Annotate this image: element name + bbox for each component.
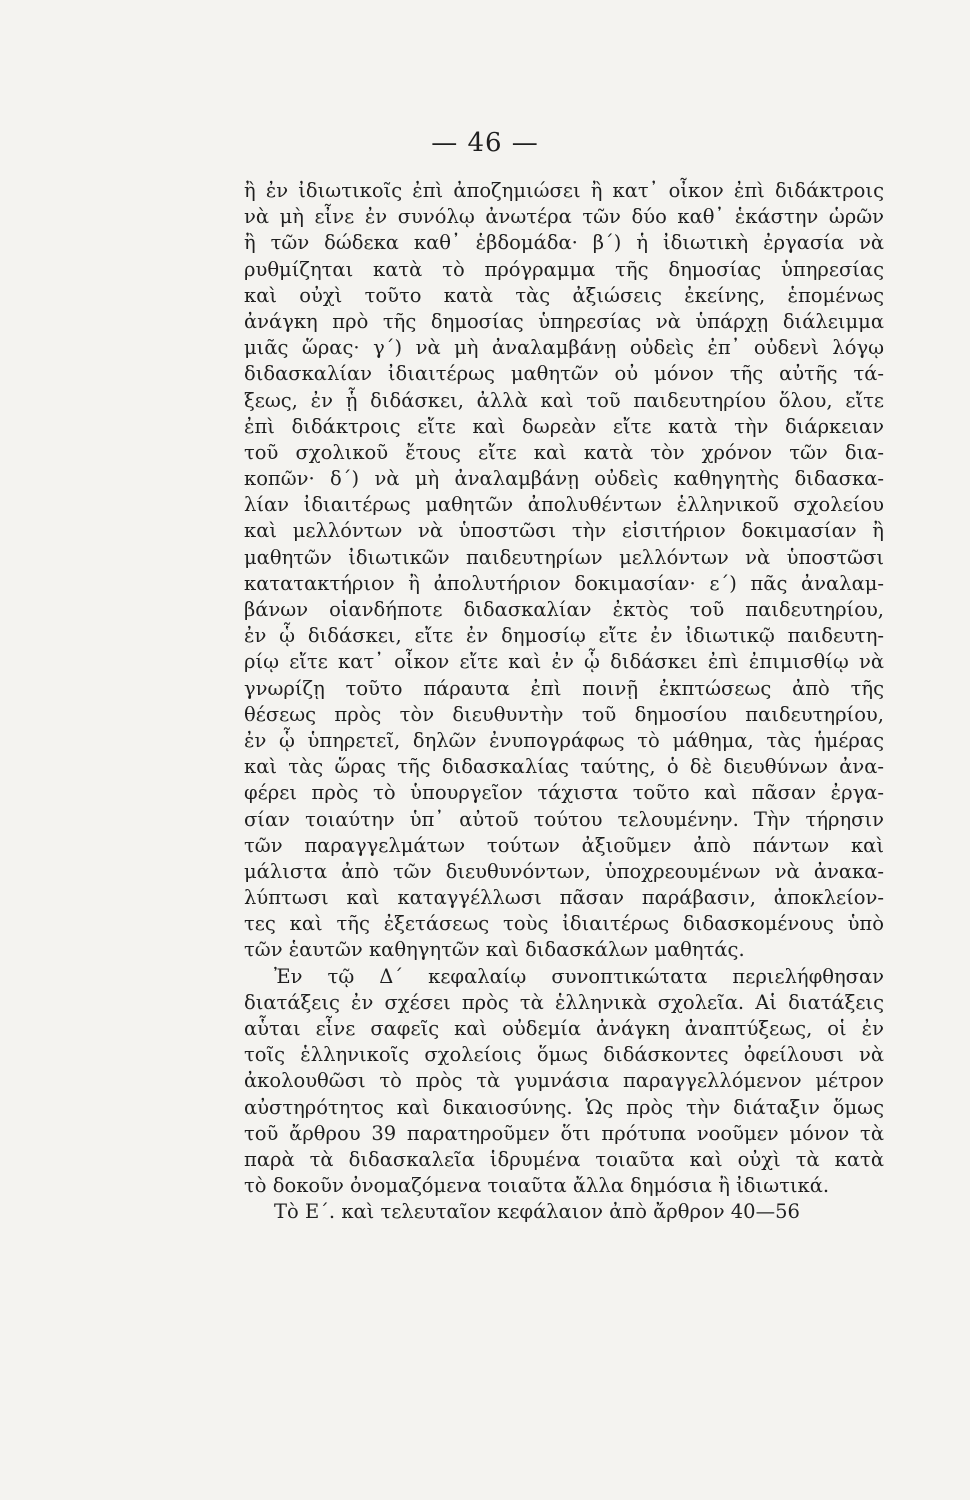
text-line: Ἐν τῷ Δ΄ κεφαλαίῳ συνοπτικώτατα περιελήφθησαν [274,964,884,988]
text-line: τοῦ σχολικοῦ ἔτους εἴτε καὶ κατὰ τὸν χρόνον τῶν δια- [244,440,884,464]
text-line: Τὸ Ε΄. καὶ τελευταῖον κεφάλαιον ἀπὸ ἄρθρον 40—56 [274,1200,800,1224]
text-line: τὸ δοκοῦν ὀνομαζόμενα τοιαῦτα ἄλλα δημόσια ἢ ἰδιωτικά. [244,1174,830,1198]
text-line: κατατακτήριον ἢ ἀπολυτήριον δοκιμασίαν· ε΄) πᾶς ἀναλαμ- [244,571,884,595]
text-line: παρὰ τὰ διδασκαλεῖα ἱδρυμένα τοιαῦτα καὶ οὐχὶ τὰ κατὰ [244,1147,884,1171]
text-line: βάνων οἱανδήποτε διδασκαλίαν ἐκτὸς τοῦ παιδευτηρίου, [244,598,884,621]
text-line: ἢ τῶν δώδεκα καθ᾽ ἑβδομάδα· β΄) ἡ ἰδιωτικὴ ἐργασία νὰ [244,231,884,255]
text-line: καὶ οὐχὶ τοῦτο κατὰ τὰς ἀξιώσεις ἐκείνης, ἑπομένως [244,283,884,307]
text-line: ἀκολουθῶσι τὸ πρὸς τὰ γυμνάσια παραγγελλόμενον μέτρον [244,1069,884,1093]
text-line: ρυθμίζηται κατὰ τὸ πρόγραμμα τῆς δημοσίας ὑπηρεσίας [244,257,884,281]
text-line: θέσεως πρὸς τὸν διευθυντὴν τοῦ δημοσίου παιδευτηρίου, [244,702,884,726]
text-line: ρίῳ εἴτε κατ᾽ οἶκον εἴτε καὶ ἐν ᾧ διδάσκει ἐπὶ ἐπιμισθίῳ νὰ [244,650,884,674]
text-line: τῶν παραγγελμάτων τούτων ἀξιοῦμεν ἀπὸ πάντων καὶ [244,833,884,857]
text-line: τοῖς ἑλληνικοῖς σχολείοις ὅμως διδάσκοντες ὀφείλουσι νὰ [244,1043,884,1067]
text-line: ἐν ᾧ ὑπηρετεῖ, δηλῶν ἐνυπογράφως τὸ μάθημα, τὰς ἡμέρας [244,728,884,752]
text-line: ἀνάγκη πρὸ τῆς δημοσίας ὑπηρεσίας νὰ ὑπάρχῃ διάλειμμα [244,309,884,333]
text-line: αὗται εἶνε σαφεῖς καὶ οὐδεμία ἀνάγκη ἀναπτύξεως, οἱ ἐν [244,1017,884,1040]
text-line: διατάξεις ἐν σχέσει πρὸς τὰ ἑλληνικὰ σχολεῖα. Αἱ διατάξεις [244,990,884,1014]
text-line: νὰ μὴ εἶνε ἐν συνόλῳ ἀνωτέρα τῶν δύο καθ᾽ ἑκάστην ὡρῶν [244,205,884,229]
text-line: μιᾶς ὥρας· γ΄) νὰ μὴ ἀναλαμβάνῃ οὐδεὶς ἐπ᾽ οὐδενὶ λόγῳ [244,336,884,360]
text-line: σίαν τοιαύτην ὑπ᾽ αὐτοῦ τούτου τελουμένην. Τὴν τήρησιν [244,807,884,831]
body-text [244,178,884,1226]
text-line: λίαν ἰδιαιτέρως μαθητῶν ἀπολυθέντων ἑλληνικοῦ σχολείου [244,493,884,517]
text-line: ἐν ᾧ διδάσκει, εἴτε ἐν δημοσίῳ εἴτε ἐν ἰδιωτικῷ παιδευτη- [244,624,884,648]
text-line: καὶ μελλόντων νὰ ὑποστῶσι τὴν εἰσιτήριον δοκιμασίαν ἢ [244,519,884,543]
text-line: διδασκαλίαν ἰδιαιτέρως μαθητῶν οὐ μόνον τῆς αὐτῆς τά- [244,362,884,386]
text-line: γνωρίζῃ τοῦτο πάραυτα ἐπὶ ποινῇ ἐκπτώσεως ἀπὸ τῆς [244,676,884,700]
text-line: φέρει πρὸς τὸ ὑπουργεῖον τάχιστα τοῦτο καὶ πᾶσαν ἐργα- [244,781,884,805]
text-line: ἢ ἐν ἰδιωτικοῖς ἐπὶ ἀποζημιώσει ἢ κατ᾽ οἶκον ἐπὶ διδάκτροις [244,179,884,202]
text-line: μαθητῶν ἰδιωτικῶν παιδευτηρίων μελλόντων νὰ ὑποστῶσι [244,545,884,569]
text-line: μάλιστα ἀπὸ τῶν διευθυνόντων, ὑποχρεουμένων νὰ ἀνακα- [244,859,884,883]
text-line: τῶν ἑαυτῶν καθηγητῶν καὶ διδασκάλων μαθητάς. [244,938,745,962]
text-line: λύπτωσι καὶ καταγγέλλωσι πᾶσαν παράβασιν, ἀποκλείον- [244,886,884,910]
text-line: τοῦ ἄρθρου 39 παρατηροῦμεν ὅτι πρότυπα νοοῦμεν μόνον τὰ [244,1121,884,1145]
text-line: κοπῶν· δ΄) νὰ μὴ ἀναλαμβάνῃ οὐδεὶς καθηγητὴς διδασκα- [244,467,884,491]
text-line: αὐστηρότητος καὶ δικαιοσύνης. Ὡς πρὸς τὴν διάταξιν ὅμως [244,1095,884,1119]
page-number: — 46 — [431,128,539,158]
text-line: καὶ τὰς ὥρας τῆς διδασκαλίας ταύτης, ὁ δὲ διευθύνων ἀνα- [244,755,884,779]
text-line: ἐπὶ διδάκτροις εἴτε καὶ δωρεὰν εἴτε κατὰ τὴν διάρκειαν [244,414,884,438]
text-line: ξεως, ἐν ᾗ διδάσκει, ἀλλὰ καὶ τοῦ παιδευτηρίου ὅλου, εἴτε [244,388,884,412]
text-line: τες καὶ τῆς ἐξετάσεως τοὺς ἰδιαιτέρως διδασκομένους ὑπὸ [244,912,884,936]
